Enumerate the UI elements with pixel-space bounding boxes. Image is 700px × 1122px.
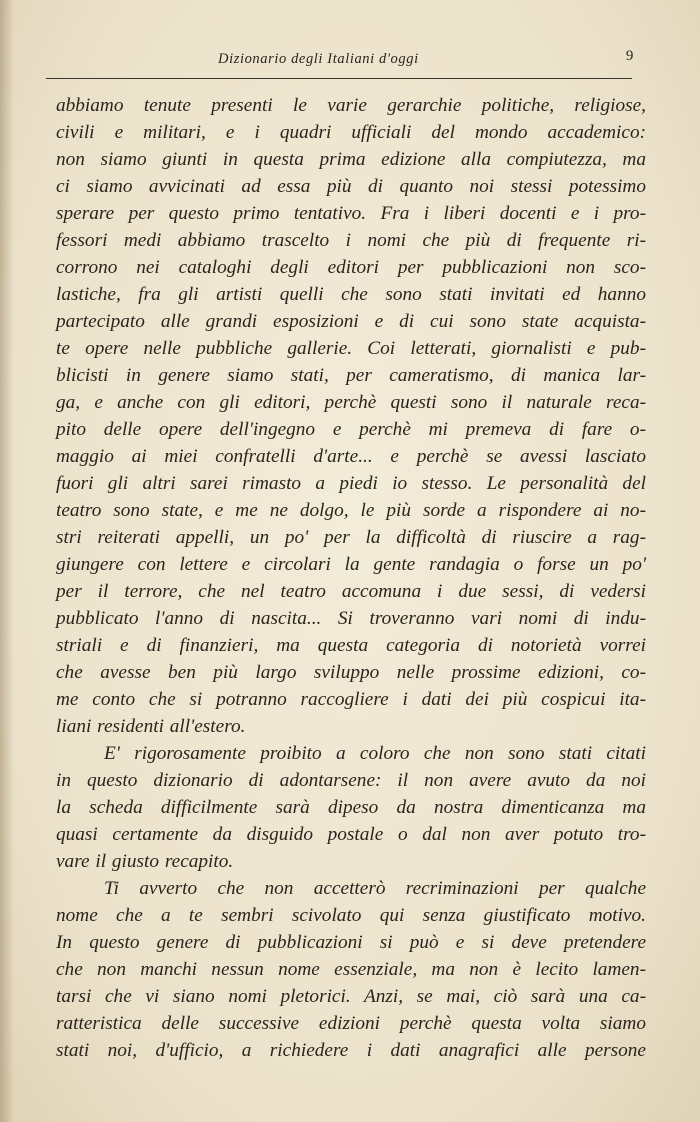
text-line: che avesse ben più largo sviluppo nelle prossime edizioni, co- xyxy=(56,662,646,683)
page-number: 9 xyxy=(625,48,634,64)
text-line: Ti avverto che non accetterò recriminazioni per qualche xyxy=(104,878,646,899)
header-rule xyxy=(46,78,632,79)
text-line: non siamo giunti in questa prima edizione alla compiutezza, ma xyxy=(56,149,646,170)
text-line: teatro sono state, e me ne dolgo, le più sorde a rispondere ai no- xyxy=(56,500,646,521)
text-line: ga, e anche con gli editori, perchè questi sono il naturale reca- xyxy=(56,392,646,413)
text-line: fessori medi abbiamo trascelto i nomi che più di frequente ri- xyxy=(56,230,646,251)
text-line: corrono nei cataloghi degli editori per pubblicazioni non sco- xyxy=(56,257,646,278)
text-line: quasi certamente da disguido postale o dal non aver potuto tro- xyxy=(56,824,646,845)
text-line: E' rigorosamente proibito a coloro che non sono stati citati xyxy=(104,743,646,764)
text-line: partecipato alle grandi esposizioni e di cui sono state acquista- xyxy=(56,311,646,332)
text-line: pito delle opere dell'ingegno e perchè mi premeva di fare o- xyxy=(56,419,646,440)
running-title: Dizionario degli Italiani d'oggi xyxy=(218,51,419,67)
text-line: tarsi che vi siano nomi pletorici. Anzi, se mai, ciò sarà una ca- xyxy=(56,986,646,1007)
text-line: ratteristica delle successive edizioni perchè questa volta siamo xyxy=(56,1013,646,1034)
text-line: civili e militari, e i quadri ufficiali del mondo accademico: xyxy=(56,122,646,143)
text-line: vare il giusto recapito. xyxy=(56,851,234,872)
text-line: stri reiterati appelli, un po' per la difficoltà di riuscire a rag- xyxy=(56,527,646,548)
text-line: in questo dizionario di adontarsene: il non avere avuto da noi xyxy=(56,770,646,791)
text-line: ci siamo avvicinati ad essa più di quanto noi stessi potessimo xyxy=(56,176,646,197)
text-line: pubblicato l'anno di nascita... Si troveranno vari nomi di indu- xyxy=(56,608,646,629)
running-head xyxy=(48,48,634,72)
text-line: nome che a te sembri scivolato qui senza giustificato motivo. xyxy=(56,905,646,926)
text-line: maggio ai miei confratelli d'arte... e perchè se avessi lasciato xyxy=(56,446,646,467)
text-line: la scheda difficilmente sarà dipeso da nostra dimenticanza ma xyxy=(56,797,646,818)
text-line: te opere nelle pubbliche gallerie. Coi letterati, giornalisti e pub- xyxy=(56,338,646,359)
text-line: abbiamo tenute presenti le varie gerarchie politiche, religiose, xyxy=(56,95,646,116)
text-line: che non manchi nessun nome essenziale, ma non è lecito lamen- xyxy=(56,959,646,980)
text-line: giungere con lettere e circolari la gente randagia o forse un po' xyxy=(56,554,646,575)
text-line: fuori gli altri sarei rimasto a piedi io stesso. Le personalità del xyxy=(56,473,646,494)
text-line: liani residenti all'estero. xyxy=(56,716,246,737)
text-line: me conto che si potranno raccogliere i dati dei più cospicui ita- xyxy=(56,689,646,710)
text-line: per il terrore, che nel teatro accomuna i due sessi, di vedersi xyxy=(56,581,646,602)
page-edge-shadow xyxy=(0,0,14,1122)
text-line: stati noi, d'ufficio, a richiedere i dati anagrafici alle persone xyxy=(56,1040,646,1061)
text-line: striali e di finanzieri, ma questa categoria di notorietà vorrei xyxy=(56,635,646,656)
text-line: lastiche, fra gli artisti quelli che sono stati invitati ed hanno xyxy=(56,284,646,305)
text-line: blicisti in genere siamo stati, per cameratismo, di manica lar- xyxy=(56,365,646,386)
text-line: sperare per questo primo tentativo. Fra i liberi docenti e i pro- xyxy=(56,203,646,224)
text-line: In questo genere di pubblicazioni si può e si deve pretendere xyxy=(56,932,646,953)
body-text xyxy=(56,92,646,1064)
